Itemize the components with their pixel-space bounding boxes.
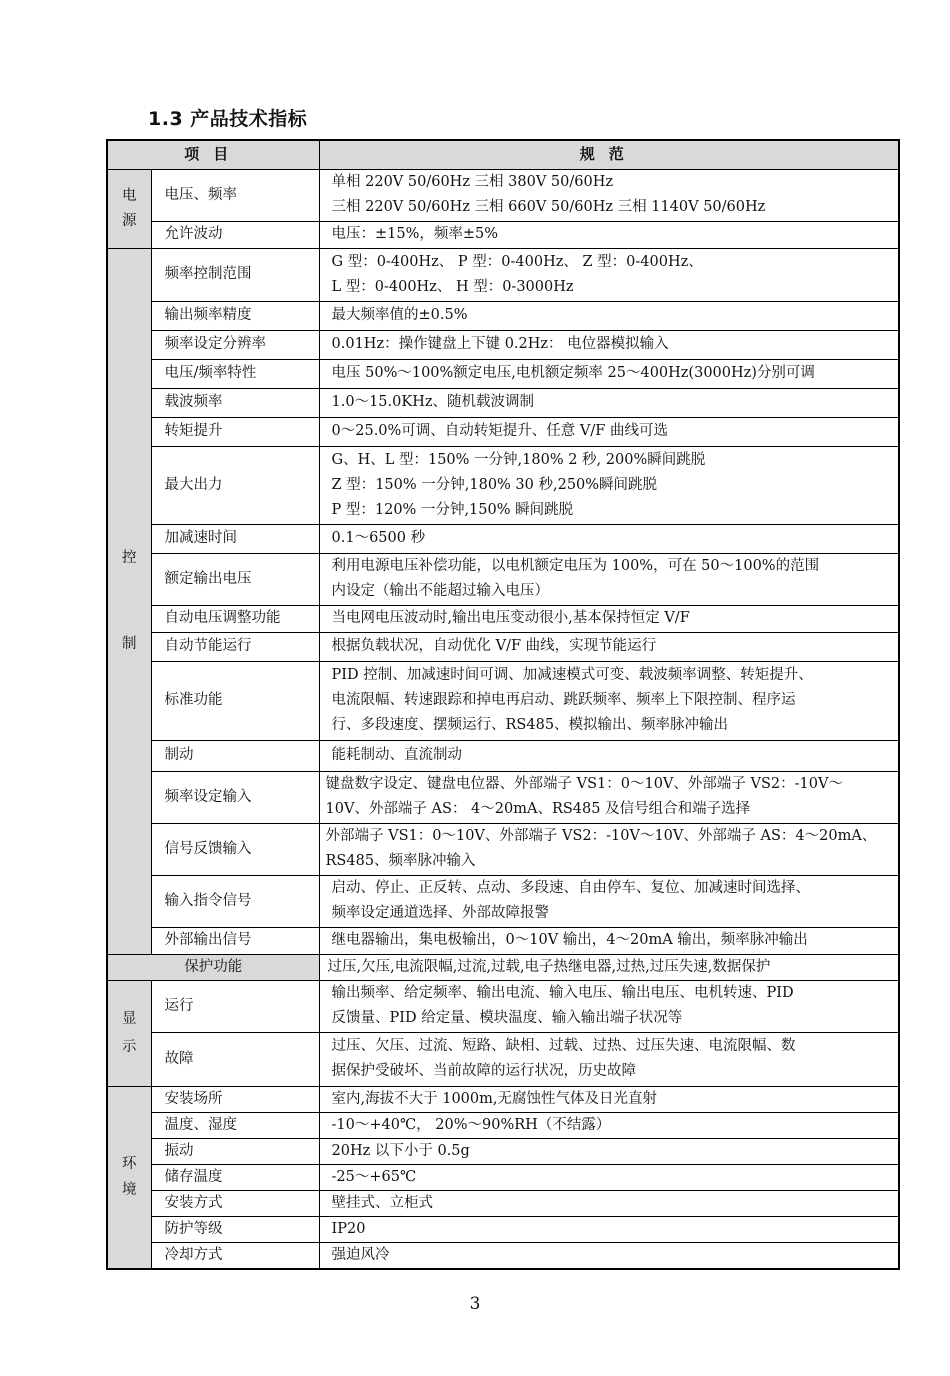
row-item: 输入指令信号 bbox=[151, 875, 319, 927]
table-row bbox=[107, 169, 899, 221]
table-row bbox=[107, 330, 899, 359]
row-spec: G、H、L 型：150% 一分钟,180% 2 秒, 200%瞬间跳脱 Z 型：150% 一分钟,180% 30 秒,250%瞬间跳脱 P 型：120% 一分钟,150% 瞬间跳脱 bbox=[319, 446, 899, 524]
row-spec: 键盘数字设定、键盘电位器、外部端子 VS1：0～10V、外部端子 VS2：-10V～ 10V、外部端子 AS： 4～20mA、RS485 及信号组合和端子选择 bbox=[319, 771, 899, 823]
row-item: 温度、湿度 bbox=[151, 1112, 319, 1138]
row-spec: 当电网电压波动时,输出电压变动很小,基本保持恒定 V/F bbox=[319, 605, 899, 632]
table-row bbox=[107, 740, 899, 771]
row-item: 输出频率精度 bbox=[151, 301, 319, 330]
row-item: 信号反馈输入 bbox=[151, 823, 319, 875]
row-spec: G 型：0-400Hz、 P 型：0-400Hz、 Z 型：0-400Hz、 L 型：0-400Hz、 H 型：0-3000Hz bbox=[319, 248, 899, 301]
row-spec: -10～+40℃， 20%～90%RH（不结露） bbox=[319, 1112, 899, 1138]
row-item: 防护等级 bbox=[151, 1216, 319, 1242]
group-environment: 环境 bbox=[107, 1086, 151, 1269]
table-row bbox=[107, 446, 899, 524]
protection-label: 保护功能 bbox=[107, 954, 319, 980]
row-item: 自动节能运行 bbox=[151, 632, 319, 661]
row-spec: 最大频率值的±0.5% bbox=[319, 301, 899, 330]
row-spec: 室内,海拔不大于 1000m,无腐蚀性气体及日光直射 bbox=[319, 1086, 899, 1112]
table-row bbox=[107, 248, 899, 301]
row-spec: 电压：±15%，频率±5% bbox=[319, 221, 899, 248]
table-row bbox=[107, 1190, 899, 1216]
table-row bbox=[107, 1216, 899, 1242]
header-item: 项目 bbox=[107, 140, 319, 169]
row-spec: 单相 220V 50/60Hz 三相 380V 50/60Hz 三相 220V 50/60Hz 三相 660V 50/60Hz 三相 1140V 50/60Hz bbox=[319, 169, 899, 221]
table-header-row bbox=[107, 140, 899, 169]
row-item: 振动 bbox=[151, 1138, 319, 1164]
table-row bbox=[107, 823, 899, 875]
row-item: 运行 bbox=[151, 980, 319, 1032]
table-row bbox=[107, 553, 899, 605]
page-number: 3 bbox=[469, 1294, 481, 1314]
group-control: 控制 bbox=[107, 248, 151, 954]
row-spec: 强迫风冷 bbox=[319, 1242, 899, 1269]
group-display: 显示 bbox=[107, 980, 151, 1086]
table-row bbox=[107, 1164, 899, 1190]
table-row bbox=[107, 771, 899, 823]
row-item: 加减速时间 bbox=[151, 524, 319, 553]
row-item: 储存温度 bbox=[151, 1164, 319, 1190]
table-row bbox=[107, 1086, 899, 1112]
row-item: 允许波动 bbox=[151, 221, 319, 248]
row-spec: 过压,欠压,电流限幅,过流,过载,电子热继电器,过热,过压失速,数据保护 bbox=[319, 954, 899, 980]
row-item: 频率控制范围 bbox=[151, 248, 319, 301]
table-row bbox=[107, 1242, 899, 1269]
row-item: 转矩提升 bbox=[151, 417, 319, 446]
row-item: 安装方式 bbox=[151, 1190, 319, 1216]
table-row bbox=[107, 927, 899, 954]
table-row bbox=[107, 632, 899, 661]
row-spec: 利用电源电压补偿功能，以电机额定电压为 100%，可在 50～100%的范围 内设定（输出不能超过输入电压） bbox=[319, 553, 899, 605]
row-spec: 根据负载状况，自动优化 V/F 曲线，实现节能运行 bbox=[319, 632, 899, 661]
row-spec: 0～25.0%可调、自动转矩提升、任意 V/F 曲线可选 bbox=[319, 417, 899, 446]
row-item: 载波频率 bbox=[151, 388, 319, 417]
row-spec: 壁挂式、立柜式 bbox=[319, 1190, 899, 1216]
section-title: 1.3 产品技术指标 bbox=[148, 108, 308, 130]
table-row bbox=[107, 1138, 899, 1164]
row-item: 冷却方式 bbox=[151, 1242, 319, 1269]
table-row bbox=[107, 1112, 899, 1138]
row-item: 外部输出信号 bbox=[151, 927, 319, 954]
row-item: 安装场所 bbox=[151, 1086, 319, 1112]
table-row bbox=[107, 301, 899, 330]
row-spec: 0.01Hz：操作键盘上下键 0.2Hz： 电位器模拟输入 bbox=[319, 330, 899, 359]
row-spec: 继电器输出，集电极输出，0～10V 输出，4～20mA 输出，频率脉冲输出 bbox=[319, 927, 899, 954]
row-item: 故障 bbox=[151, 1032, 319, 1086]
table-row bbox=[107, 1032, 899, 1086]
row-item: 自动电压调整功能 bbox=[151, 605, 319, 632]
table-row bbox=[107, 359, 899, 388]
table-row bbox=[107, 417, 899, 446]
row-spec: 输出频率、给定频率、输出电流、输入电压、输出电压、电机转速、PID 反馈量、PID 给定量、模块温度、输入输出端子状况等 bbox=[319, 980, 899, 1032]
row-spec: 0.1～6500 秒 bbox=[319, 524, 899, 553]
row-item: 频率设定分辨率 bbox=[151, 330, 319, 359]
table-row bbox=[107, 524, 899, 553]
row-item: 电压/频率特性 bbox=[151, 359, 319, 388]
group-power: 电源 bbox=[107, 169, 151, 248]
table-row bbox=[107, 221, 899, 248]
row-spec: PID 控制、加减速时间可调、加减速模式可变、载波频率调整、转矩提升、 电流限幅、转速跟踪和掉电再启动、跳跃频率、频率上下限控制、程序运 行、多段速度、摆频运行、RS485、模拟输出、频率脉冲输出 bbox=[319, 661, 899, 740]
row-item: 额定输出电压 bbox=[151, 553, 319, 605]
row-item: 最大出力 bbox=[151, 446, 319, 524]
row-spec: IP20 bbox=[319, 1216, 899, 1242]
row-item: 制动 bbox=[151, 740, 319, 771]
row-spec: 1.0～15.0KHz、随机载波调制 bbox=[319, 388, 899, 417]
table-row bbox=[107, 388, 899, 417]
table-row bbox=[107, 980, 899, 1032]
row-item: 标准功能 bbox=[151, 661, 319, 740]
row-item: 频率设定输入 bbox=[151, 771, 319, 823]
table-row bbox=[107, 605, 899, 632]
row-spec: 过压、欠压、过流、短路、缺相、过载、过热、过压失速、电流限幅、数 据保护受破坏、当前故障的运行状况，历史故障 bbox=[319, 1032, 899, 1086]
row-item: 电压、频率 bbox=[151, 169, 319, 221]
row-spec: -25～+65℃ bbox=[319, 1164, 899, 1190]
row-spec: 外部端子 VS1：0～10V、外部端子 VS2：-10V～10V、外部端子 AS：4～20mA、 RS485、频率脉冲输入 bbox=[319, 823, 899, 875]
table-row bbox=[107, 661, 899, 740]
spec-table bbox=[106, 139, 900, 1270]
row-spec: 启动、停止、正反转、点动、多段速、自由停车、复位、加减速时间选择、 频率设定通道选择、外部故障报警 bbox=[319, 875, 899, 927]
row-spec: 20Hz 以下小于 0.5g bbox=[319, 1138, 899, 1164]
row-spec: 电压 50%～100%额定电压,电机额定频率 25～400Hz(3000Hz)分别可调 bbox=[319, 359, 899, 388]
row-spec: 能耗制动、直流制动 bbox=[319, 740, 899, 771]
header-spec: 规范 bbox=[319, 140, 899, 169]
table-row bbox=[107, 875, 899, 927]
table-row bbox=[107, 954, 899, 980]
